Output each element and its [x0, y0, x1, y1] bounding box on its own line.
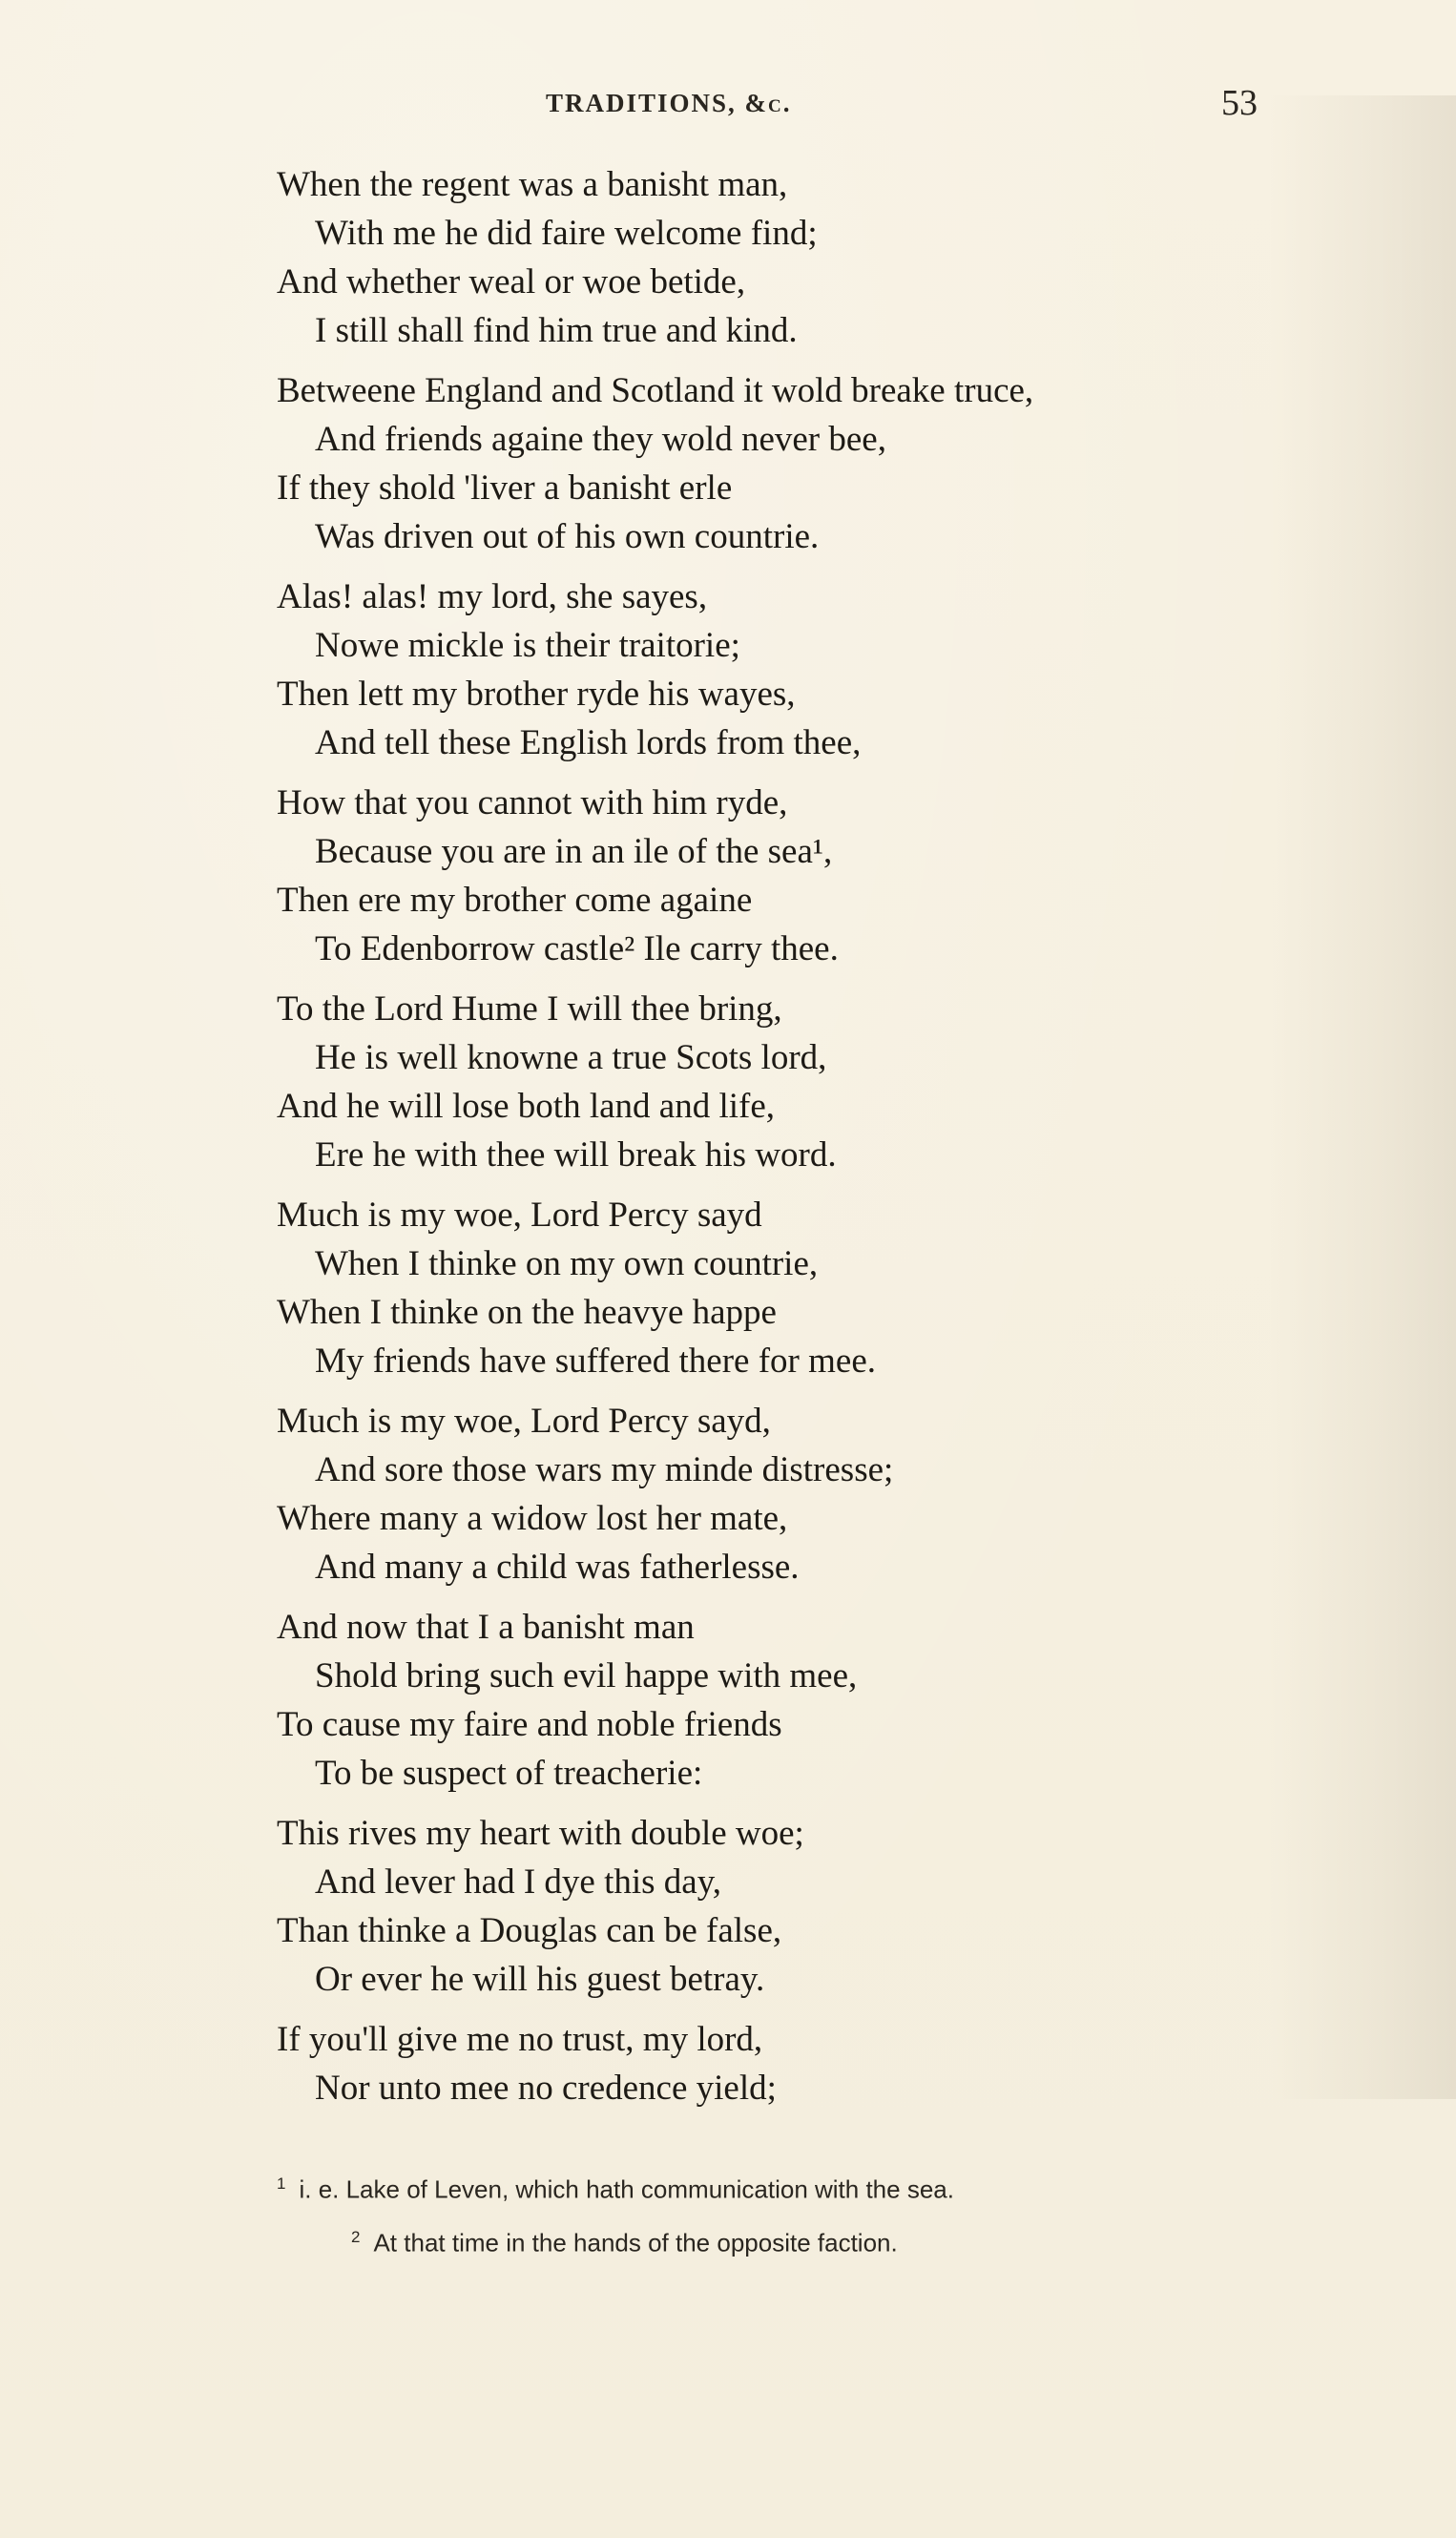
verse-line: If you'll give me no trust, my lord, [277, 2020, 763, 2059]
verse-line: Shold bring such evil happe with mee, [315, 1656, 858, 1695]
verse-line: When the regent was a banisht man, [277, 165, 788, 204]
verse-line: Much is my woe, Lord Percy sayd [277, 1196, 762, 1235]
verse-line: To the Lord Hume I will thee bring, [277, 989, 782, 1029]
verse-line: Nowe mickle is their traitorie; [315, 626, 740, 665]
verse-line: He is well knowne a true Scots lord, [315, 1038, 827, 1077]
verse-line: Nor unto mee no credence yield; [315, 2069, 777, 2108]
stanza [277, 160, 1269, 355]
verse-line: To Edenborrow castle² Ile carry thee. [315, 929, 839, 968]
verse-line: If they shold 'liver a banisht erle [277, 468, 733, 508]
verse-line: And he will lose both land and life, [277, 1087, 776, 1126]
stanza [277, 1603, 1269, 1798]
verse-line: Then lett my brother ryde his wayes, [277, 675, 796, 714]
verse-line: This rives my heart with double woe; [277, 1814, 804, 1853]
verse-line: Much is my woe, Lord Percy sayd, [277, 1402, 771, 1441]
verse-line: I still shall find him true and kind. [315, 311, 798, 350]
stanza [277, 1191, 1269, 1385]
verse-line: And whether weal or woe betide, [277, 262, 746, 302]
verse-line: When I thinke on my own countrie, [315, 1244, 819, 1283]
paper-show-through [1269, 95, 1456, 2099]
verse-line: To be suspect of treacherie: [315, 1754, 703, 1793]
verse-line: How that you cannot with him ryde, [277, 783, 788, 822]
page-number: 53 [1221, 83, 1258, 123]
verse-line: Alas! alas! my lord, she sayes, [277, 577, 708, 616]
verse-line: Because you are in an ile of the sea¹, [315, 832, 833, 871]
footnote-text: At that time in the hands of the opposite faction. [373, 2228, 898, 2257]
verse-line: And tell these English lords from thee, [315, 723, 862, 762]
footnote-mark: 2 [351, 2227, 361, 2246]
poem-body [277, 160, 1269, 2124]
footnote-mark: 1 [277, 2174, 286, 2193]
verse-line: My friends have suffered there for mee. [315, 1342, 876, 1381]
verse-line: To cause my faire and noble friends [277, 1705, 782, 1744]
verse-line: Was driven out of his own countrie. [315, 517, 820, 556]
stanza [277, 985, 1269, 1179]
verse-line: And sore those wars my minde distresse; [315, 1450, 894, 1489]
stanza [277, 779, 1269, 973]
stanza [277, 1809, 1269, 2004]
footnotes [277, 2160, 1269, 2266]
verse-line: Where many a widow lost her mate, [277, 1499, 788, 1538]
footnote [277, 2160, 1269, 2214]
verse-line: Ere he with thee will break his word. [315, 1135, 837, 1175]
verse-line: And now that I a banisht man [277, 1608, 695, 1647]
stanza [277, 2015, 1269, 2112]
verse-line: Then ere my brother come againe [277, 881, 753, 920]
verse-line: And friends againe they wold never bee, [315, 420, 886, 459]
stanza [277, 572, 1269, 767]
verse-line: Than thinke a Douglas can be false, [277, 1911, 782, 1950]
stanza [277, 366, 1269, 561]
footnote-text: i. e. Lake of Leven, which hath communication with the sea. [299, 2174, 954, 2204]
verse-line: Betweene England and Scotland it wold breake truce, [277, 371, 1034, 410]
footnote [277, 2214, 1269, 2267]
stanza [277, 1397, 1269, 1591]
verse-line: And lever had I dye this day, [315, 1862, 722, 1902]
verse-line: When I thinke on the heavye happe [277, 1293, 777, 1332]
verse-line: With me he did faire welcome find; [315, 214, 818, 253]
verse-line: Or ever he will his guest betray. [315, 1960, 765, 1999]
running-head: TRADITIONS, &c. [546, 89, 792, 117]
verse-line: And many a child was fatherlesse. [315, 1548, 800, 1587]
